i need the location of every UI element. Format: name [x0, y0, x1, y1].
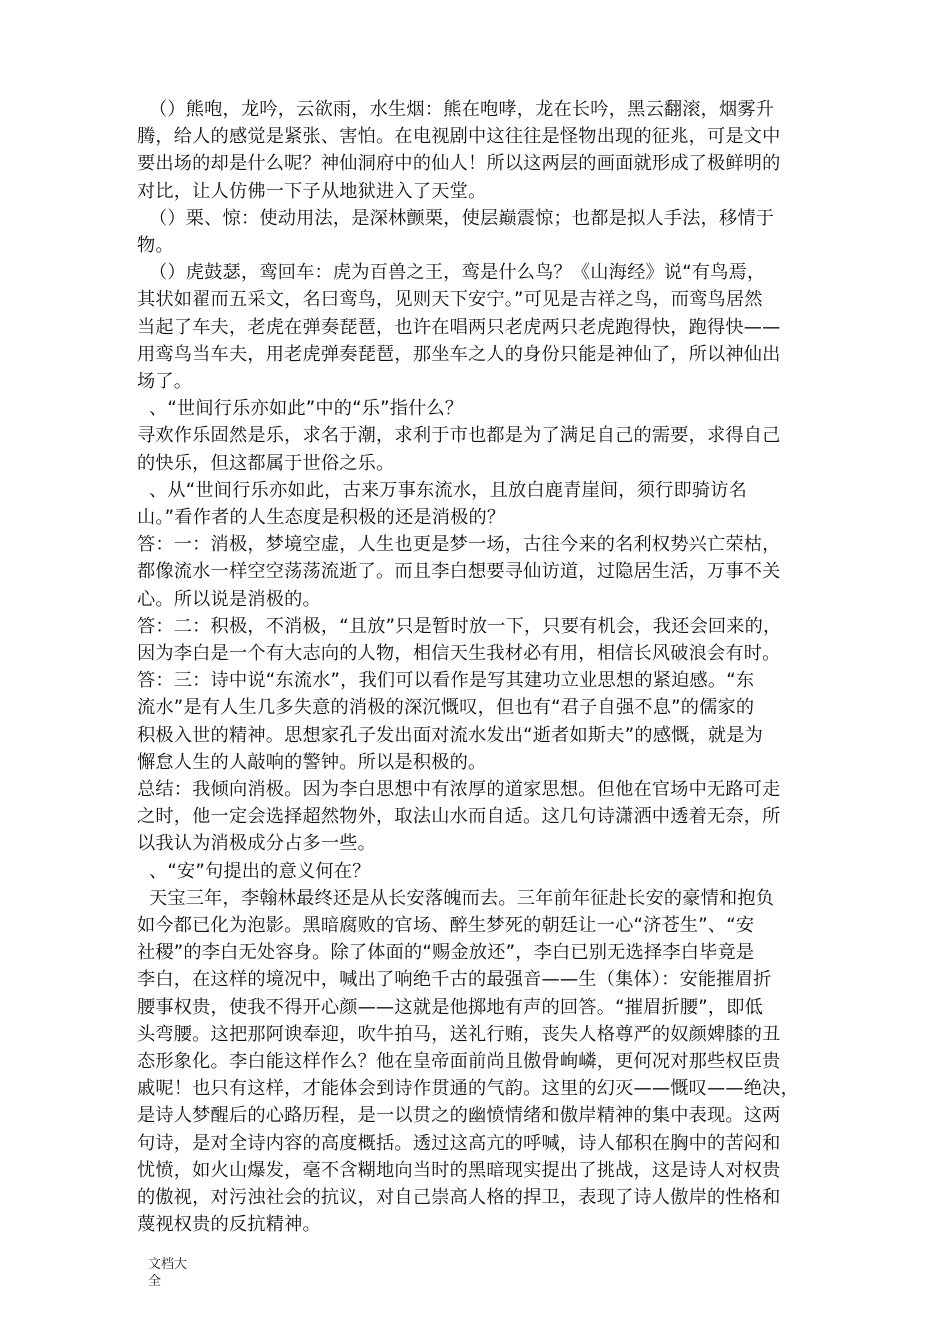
- page-footer: [148, 1256, 187, 1290]
- text-line: 态形象化。李白能这样作么？他在皇帝面前尚且傲骨峋嶙，更何况对那些权臣贵: [137, 1051, 781, 1072]
- text-line: 的傲视，对污浊社会的抗议，对自己崇高人格的捍卫，表现了诗人傲岸的性格和: [137, 1187, 781, 1208]
- text-line: 场了。: [137, 371, 193, 392]
- footer-label-line-2: 全: [148, 1274, 162, 1289]
- text-line: 答：三：诗中说“东流水”，我们可以看作是写其建功立业思想的紧迫感。“东: [137, 670, 755, 691]
- text-line: 腾，给人的感觉是紧张、害怕。在电视剧中这往往是怪物出现的征兆，可是文中: [137, 126, 781, 147]
- text-line: 李白，在这样的境况中，喊出了响绝千古的最强音——生（集体）：安能摧眉折: [137, 969, 772, 990]
- text-line: 社稷”的李白无处容身。除了体面的“赐金放还”，李白已别无选择李白毕竟是: [137, 942, 755, 963]
- text-line: 寻欢作乐固然是乐，求名于潮，求利于市也都是为了满足自己的需要，求得自己: [137, 425, 781, 446]
- text-line: 蔑视权贵的反抗精神。: [137, 1214, 321, 1235]
- text-line: 用鸾鸟当车夫，用老虎弹奏琵琶，那坐车之人的身份只能是神仙了，所以神仙出: [137, 344, 781, 365]
- text-line: （）熊咆，龙吟，云欲雨，水生烟：熊在咆哮，龙在长吟，黑云翻滚，烟雾升: [149, 99, 775, 120]
- text-line: 头弯腰。这把那阿谀奉迎，吹牛拍马，送礼行贿，丧失人格尊严的奴颜婢膝的丑: [137, 1024, 781, 1045]
- text-line: 物。: [137, 235, 174, 256]
- text-line: 流水”是有人生几多失意的消极的深沉慨叹，但也有“君子自强不息”的儒家的: [137, 697, 755, 718]
- text-line: 以我认为消极成分占多一些。: [137, 833, 377, 854]
- text-line: （）栗、惊：使动用法，是深林颤栗，使层巅震惊；也都是拟人手法，移情于: [149, 208, 775, 229]
- text-line: 其状如翟而五采文，名曰鸾鸟，见则天下安宁。”可见是吉祥之鸟，而鸾鸟居然: [137, 289, 763, 310]
- text-line: 因为李白是一个有大志向的人物，相信天生我材必有用，相信长风破浪会有时。: [137, 643, 781, 664]
- text-line: 忧愤，如火山爆发，毫不含糊地向当时的黑暗现实提出了挑战，这是诗人对权贵: [137, 1160, 781, 1181]
- text-line: 当起了车夫，老虎在弹奏琵琶，也许在唱两只老虎两只老虎跑得快，跑得快——: [137, 317, 781, 338]
- text-line: 腰事权贵，使我不得开心颜——这就是他掷地有声的回答。“摧眉折腰”，即低: [137, 997, 764, 1018]
- text-line: 如今都已化为泡影。黑暗腐败的官场、醉生梦死的朝廷让一心“济苍生”、“安: [137, 915, 755, 936]
- text-line: 、“世间行乐亦如此”中的“乐”指什么？: [149, 398, 464, 419]
- text-line: （）虎鼓瑟，鸾回车：虎为百兽之王，鸾是什么鸟？《山海经》说“有鸟焉，: [149, 262, 766, 283]
- text-line: 总结：我倾向消极。因为李白思想中有浓厚的道家思想。但他在官场中无路可走: [137, 779, 781, 800]
- text-line: 心。所以说是消极的。: [137, 589, 321, 610]
- text-line: 山。”看作者的人生态度是积极的还是消极的？: [137, 507, 506, 528]
- text-line: 积极入世的精神。思想家孔子发出面对流水发出“逝者如斯夫”的感慨，就是为: [137, 725, 764, 746]
- text-line: 戚呢！也只有这样，才能体会到诗作贯通的气韵。这里的幻灭——慨叹——绝决，: [137, 1078, 799, 1099]
- text-line: 、从“世间行乐亦如此，古来万事东流水，且放白鹿青崖间，须行即骑访名: [149, 480, 748, 501]
- text-line: 对比，让人仿佛一下子从地狱进入了天堂。: [137, 181, 487, 202]
- footer-label-line-1: 文档大: [148, 1257, 188, 1272]
- text-line: 是诗人梦醒后的心路历程，是一以贯之的幽愤情绪和傲岸精神的集中表现。这两: [137, 1105, 781, 1126]
- text-line: 答：二：积极，不消极，“且放”只是暂时放一下，只要有机会，我还会回来的，: [137, 616, 782, 637]
- text-line: 的快乐，但这都属于世俗之乐。: [137, 453, 395, 474]
- text-line: 天宝三年，李翰林最终还是从长安落魄而去。三年前年征赴长安的豪情和抱负: [149, 888, 775, 909]
- text-line: 、“安”句提出的意义何在？: [149, 861, 371, 882]
- text-line: 之时，他一定会选择超然物外，取法山水而自适。这几句诗潇洒中透着无奈，所: [137, 806, 781, 827]
- text-line: 要出场的却是什么呢？神仙洞府中的仙人！所以这两层的画面就形成了极鲜明的: [137, 153, 781, 174]
- text-line: 懈怠人生的人敲响的警钟。所以是积极的。: [137, 752, 487, 773]
- text-line: 句诗，是对全诗内容的高度概括。透过这高亢的呼喊，诗人郁积在胸中的苦闷和: [137, 1133, 781, 1154]
- text-line: 答：一：消极，梦境空虚，人生也更是梦一场，古往今来的名利权势兴亡荣枯，: [137, 534, 781, 555]
- text-line: 都像流水一样空空荡荡流逝了。而且李白想要寻仙访道，过隐居生活，万事不关: [137, 561, 781, 582]
